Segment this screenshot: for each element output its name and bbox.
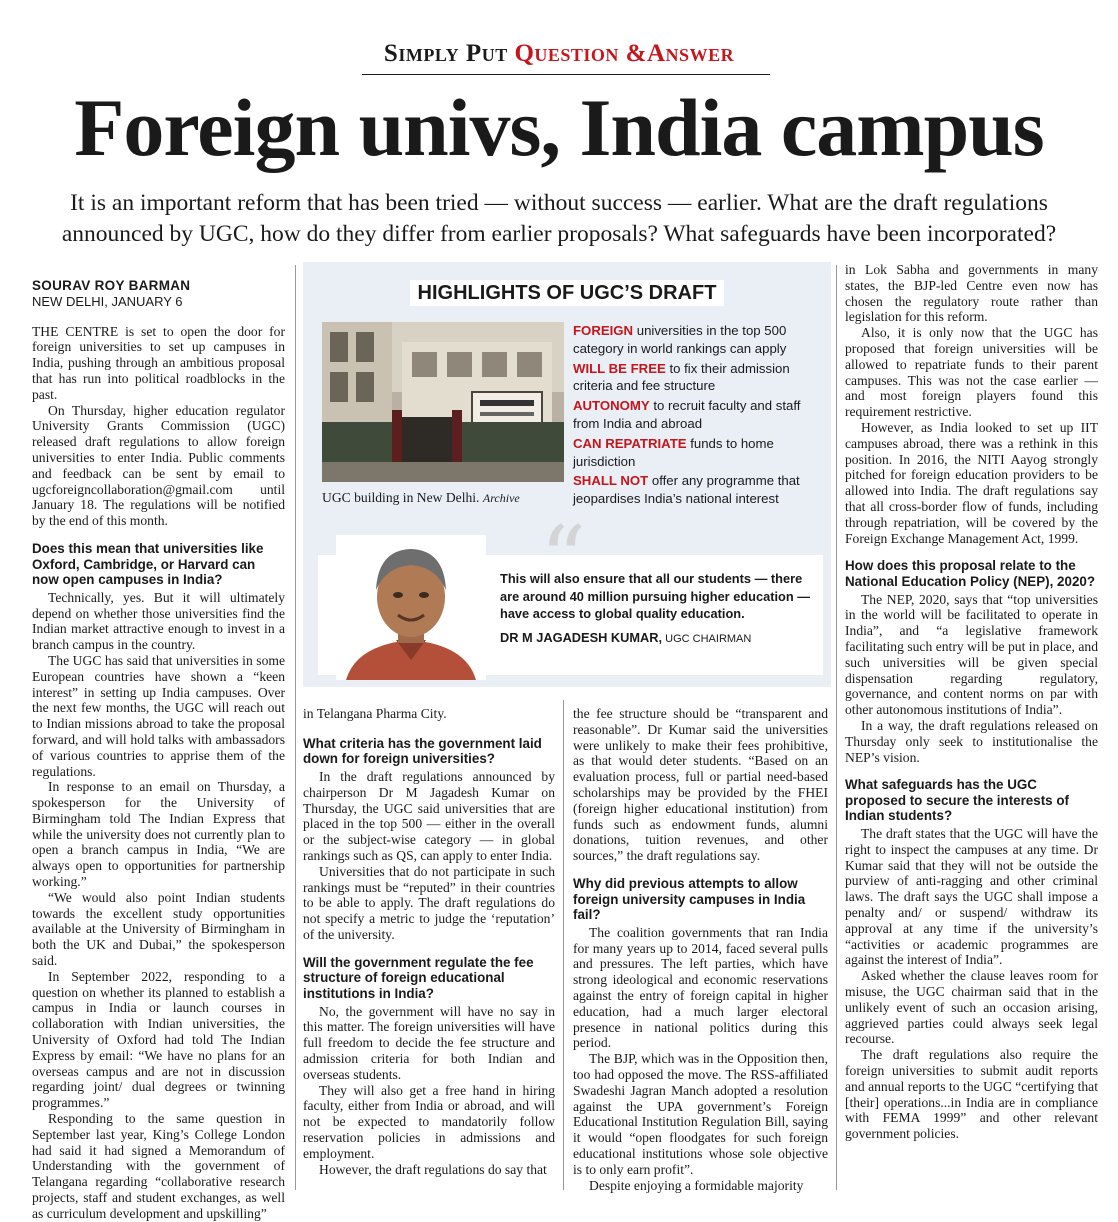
highlight-key: AUTONOMY [573,398,650,414]
highlights-list [573,322,823,510]
paragraph: In response to an email on Thursday, a spokesperson for the University of Birmingham told The Indian Express that while the university does not currently plan to open a branch campus in India, “We are always open to opportunities for partnership working.” [32,779,285,890]
chairman-portrait [336,535,486,680]
highlight-text: to fix their admission criteria and fee structure [573,360,790,394]
highlight-item [573,322,823,358]
paragraph: THE CENTRE is set to open the door for foreign universities to set up campuses in India, pushing through an ambitious proposal that has run into political roadblocks in the past. [32,323,285,402]
kicker-question-answer: Question &Answer [514,40,735,67]
paragraph: In the draft regulations announced by chairperson Dr M Jagadesh Kumar on Thursday, the UGC said universities that are placed in the top 500 — either in the overall or the subject-wise category — in global rankings such as QS, can apply to enter India. [303,768,555,863]
highlights-title: HIGHLIGHTS OF UGC’S DRAFT [410,280,724,306]
question-heading: How does this proposal relate to the National Education Policy (NEP), 2020? [845,558,1096,589]
standfirst: It is an important reform that has been tried — without success — earlier. What are the draft regulations announced by UGC, how do they differ from earlier proposals? What safeguards have been incorporated? [61,190,1057,247]
paragraph: The draft regulations also require the foreign universities to submit audit reports and annual reports to the UGC “certifying that [their] operations...in India are in compliance with FEMA 1999” and other relevant government policies. [845,1047,1098,1142]
photo-caption-text: UGC building in New Delhi. [322,490,480,505]
paragraph: On Thursday, higher education regulator University Grants Commission (UGC) released draft regulations to allow foreign universities to enter India. Public comments and feedback can be sent by email to ugcforeigncollaboration@gmail.com until January 18. The regulations will be notified by the end of this month. [32,402,285,529]
highlight-text: to recruit faculty and staff from India and abroad [573,398,801,431]
article-column-1 [32,278,285,1222]
ugc-building-photo [322,322,564,482]
question-heading: What safeguards has the UGC proposed to secure the interests of Indian students? [845,777,1069,824]
paragraph: However, the draft regulations do say that [319,1161,547,1177]
photo-caption [322,490,520,506]
paragraph: However, as India looked to set up IIT campuses abroad, there was a rethink in this position. In 2016, the NITI Aayog strongly pitched for foreign education providers to be allowed into India. The draft regulations say that all cross-border flow of funds, including through repatriation, will be covered by the Foreign Exchange Management Act, 1999. [845,419,1098,546]
highlight-key: SHALL NOT [573,473,649,489]
column-divider [563,700,564,1190]
highlight-item [573,397,823,433]
paragraph: Universities that do not participate in such rankings must be “reputed” in their countries to be able to apply. The draft regulations do not specify a metric to judge the ‘reputation’ of the university. [303,863,555,942]
paragraph: in Telangana Pharma City. [303,706,447,721]
paragraph: No, the government will have no say in this matter. The foreign universities will have full freedom to decide the fee structure and admission criteria for both Indian and overseas students. [303,1003,555,1082]
paragraph: In September 2022, responding to a question on whether its planned to establish a campus in India or launch courses in collaboration with Indian universities, the University of Oxford had told The Indian Express by email: “We have no plans for an overseas campus and are not in discussion regarding joint/ dual degrees or twinning programmes.” [32,968,285,1111]
highlight-item [573,435,823,471]
paragraph: Technically, yes. But it will ultimately depend on whether those universities find the Indian market attractive enough to invest in a branch campus in the country. [32,589,285,653]
paragraph: the fee structure should be “transparent and reasonable”. Dr Kumar said the universities were unlikely to make their fees prohibitive, as that would deter students. “Based on an evaluation process, full or partial need-based scholarships may be provided by the FHEI (foreign higher educational institution) from funds such as endowment funds, alumni donations, tuition revenues, and other sources,” the draft regulations say. [573,706,828,864]
column-divider [295,265,296,1190]
paragraph: Despite enjoying a formidable majority [589,1177,804,1193]
photo-credit: Archive [482,491,520,505]
highlight-key: WILL BE FREE [573,360,666,376]
quote-mark-icon: “ [540,507,587,612]
quote-author-name: DR M JAGADESH KUMAR, [500,630,663,645]
quote-author-role: UGC CHAIRMAN [662,633,752,645]
paragraph: The NEP, 2020, says that “top universities in the world will be facilitated to operate in India”, and “a legislative framework facilitating such entry will be put in place, and such universities will be given special dispensation regarding regulatory, governance, and content norms on par with other autonomous institutions of India”. [845,591,1098,718]
article-column-4 [845,262,1098,1142]
highlight-key: FOREIGN [573,323,634,338]
highlight-item [573,472,823,508]
quote-author [500,630,751,645]
paragraph: The draft states that the UGC will have the right to inspect the campuses at any time. Dr Kumar said that they will not be outside the purview of anti-ragging and other criminal laws. The draft says the UGC shall impose a penalty and/ or suspend/ withdraw its approval at any time if the university’s “activities or academic programmes are against the interest of India”. [845,826,1098,968]
highlight-item [573,360,823,396]
question-heading: Why did previous attempts to allow foreign university campuses in India fail? [573,875,806,923]
section-kicker [0,40,1118,68]
paragraph: Responding to the same question in September last year, King’s College London had said it had signed a Memorandum of Understanding with the government of Telangana regarding “collaborative research projects, staff and student exchanges, as well as curriculum development and upskilling” [32,1111,285,1221]
question-heading: Does this mean that universities like Oxford, Cambridge, or Harvard can now open campuses in India? [32,540,264,588]
kicker-simply-put: Simply Put [383,40,508,67]
paragraph: Also, it is only now that the UGC has proposed that foreign universities will be allowed to repatriate funds to their parent campuses. This was not the case earlier — and most foreign players found this requirement restrictive. [845,325,1098,420]
pull-quote: This will also ensure that all our students — there are around 40 million pursuing higher education — have access to global quality education. [500,571,811,621]
paragraph: The UGC has said that universities in some European countries have shown a “keen interest” in setting up India campuses. Over the next few months, the UGC will reach out to Indian missions abroad to take the proposal forward, and will hold talks with ambassadors of various countries to apprise them of the regulations. [32,652,285,779]
highlight-text: offer any programme that jeopardises India’s national interest [573,473,800,507]
byline-name: SOURAV ROY BARMAN [32,278,191,293]
article-column-3 [573,706,828,1193]
highlight-text: universities in the top 500 category in world rankings can apply [573,323,787,356]
paragraph: Asked whether the clause leaves room for misuse, the UGC chairman said that in the unlikely event of such an occasion arising, aggrieved parties could always seek legal recourse. [845,968,1098,1047]
question-heading: What criteria has the government laid down for foreign universities? [303,735,542,767]
highlight-key: CAN REPATRIATE [573,435,687,451]
paragraph: In a way, the draft regulations released on Thursday only seek to institutionalise the NEP’s vision. [845,717,1098,765]
article-column-2 [303,706,555,1177]
paragraph: The coalition governments that ran India for many years up to 2014, faced several pulls and pressures. The left parties, which have strong ideological and economic reservations against the entry of foreign capital in higher education, had a much larger electoral presence in national politics during this period. [573,924,828,1051]
kicker-underline [362,74,770,75]
byline-place: NEW DELHI, JANUARY 6 [32,293,183,309]
paragraph: “We would also point Indian students towards the excellent study opportunities available at the University of Birmingham in both the UK and Dubai,” the spokesperson said. [32,889,285,969]
paragraph: They will also get a free hand in hiring faculty, either from India or abroad, and will not be expected to mandatorily follow reservation policies in admissions and employment. [303,1082,555,1161]
paragraph: in Lok Sabha and governments in many states, the BJP-led Centre even now has chosen the regulatory route rather than legislation for this reform. [845,262,1098,325]
headline: Foreign univs, India campus [74,82,1044,173]
paragraph: The BJP, which was in the Opposition then, too had opposed the move. The RSS-affiliated Swadeshi Jagran Manch adopted a resolution against the UPA government’s Foreign Educational Institution Regulation Bill, saying it would “open floodgates for such foreign educational institutions whose sole objective is to only earn profit”. [573,1051,828,1177]
column-divider [836,265,837,1190]
highlight-text: funds to home jurisdiction [573,435,774,469]
question-heading: Will the government regulate the fee structure of foreign educational institutions in India? [303,954,534,1001]
